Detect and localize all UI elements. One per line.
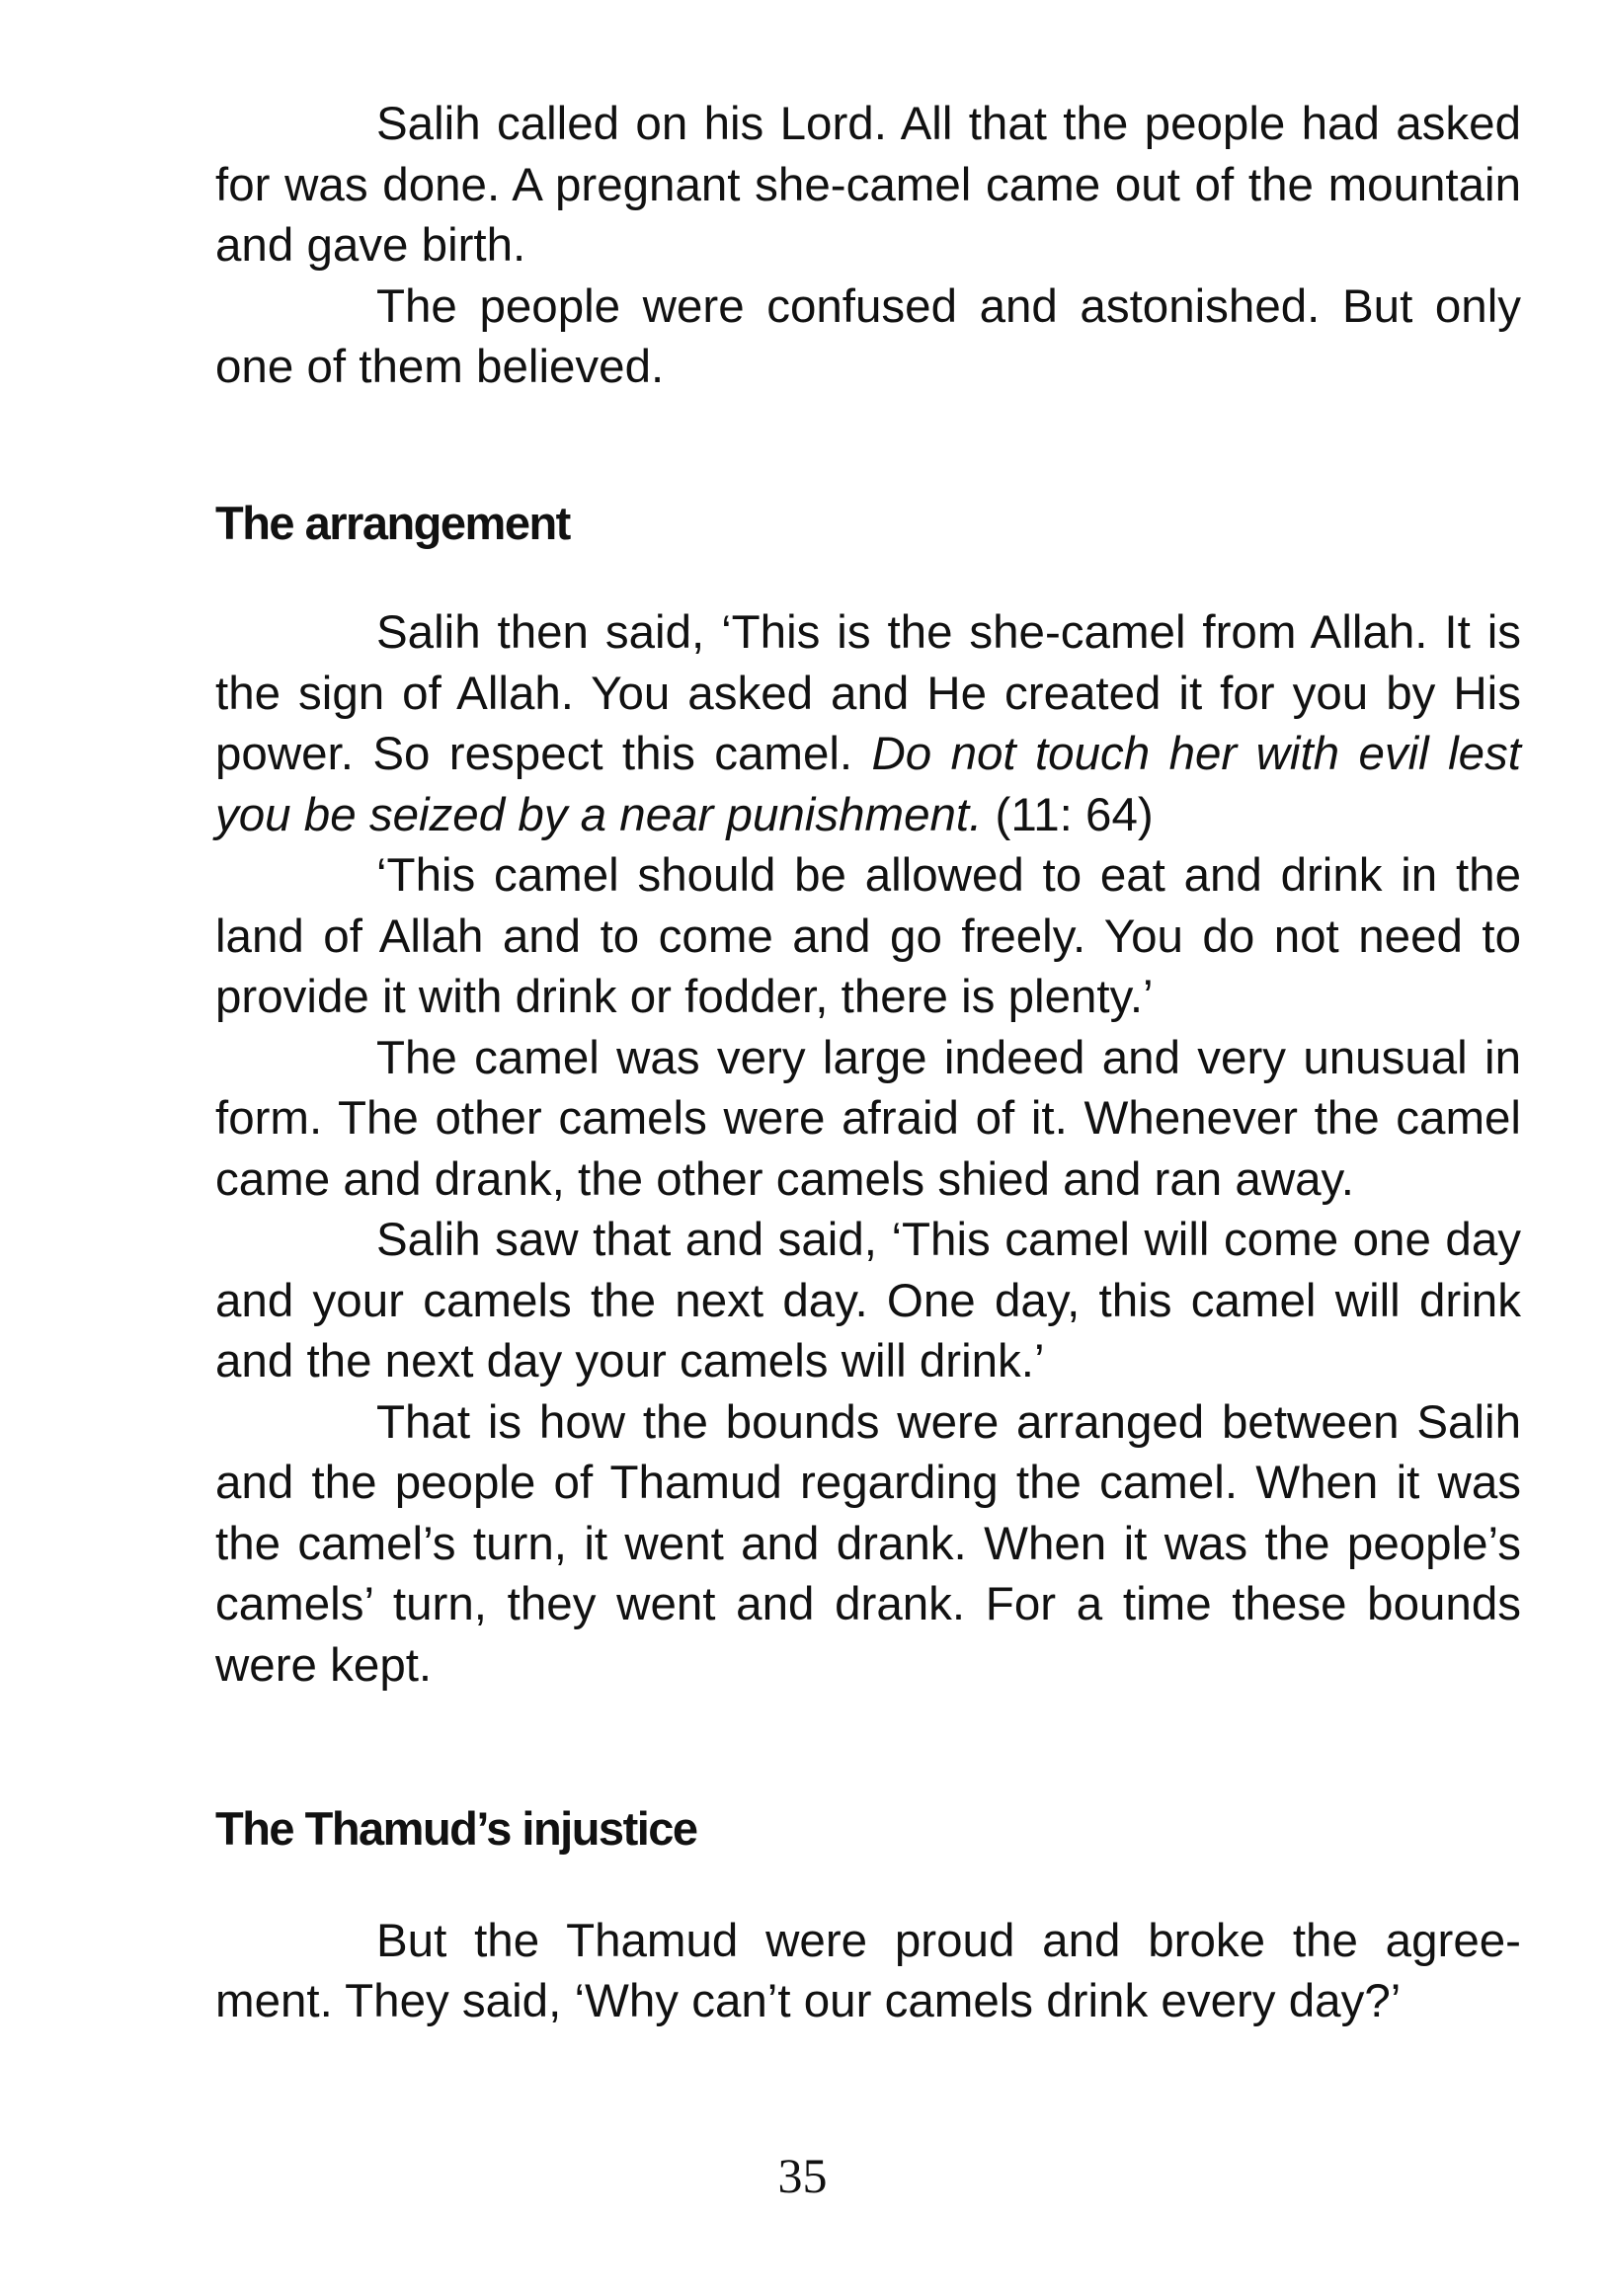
text-line: a time these bounds were kept.	[215, 1578, 1522, 1692]
text-line: it was the people’s camels’ turn, they went and drank. For	[215, 1517, 1521, 1630]
text-line: Salih and the people of Thamud regarding the camel.	[215, 1395, 1521, 1509]
text-line: the mountain and gave birth.	[215, 158, 1522, 272]
text-line: When it was the camel’s turn, it went and drank. When	[215, 1457, 1521, 1570]
paragraph-she-camel-sign	[215, 602, 1521, 845]
text-line: camel came and drank, the other camels shied and ran	[215, 1092, 1521, 1206]
text-line: in form. The other camels were afraid of it. Whenever the	[215, 1031, 1521, 1145]
text-line: Salih saw that and said, ‘This camel will come one	[376, 1214, 1431, 1266]
text-line: will drink and the next day your camels will drink.’	[215, 1274, 1521, 1387]
text-line: you by His power. So respect this camel.	[215, 667, 1521, 780]
text-line: away.	[1235, 1152, 1354, 1206]
section-heading-arrangement: The arrangement	[215, 496, 570, 549]
text-line: day and your camels the next day. One day, this camel	[215, 1214, 1521, 1327]
text-line: Salih then said, ‘This is the she-camel from Allah.	[376, 606, 1428, 659]
paragraph-eat-and-drink	[215, 845, 1521, 1028]
paragraph-salih-called	[215, 94, 1521, 277]
text-line: Salih called on his Lord. All that the people had	[376, 98, 1380, 150]
quran-reference: (11: 64)	[995, 788, 1154, 841]
text-line: ment. They said, ‘Why can’t our camels drink every day?’	[215, 1975, 1402, 2027]
text-line: The people were confused and astonished. But only	[376, 279, 1521, 333]
text-line: That is how the bounds were arranged between	[376, 1395, 1400, 1449]
paragraph-thamud-proud	[215, 1911, 1521, 2032]
page-number: 35	[777, 2148, 828, 2203]
text-line: It is the sign of Allah. You asked and He created it for	[215, 606, 1521, 720]
paragraph-people-confused	[215, 277, 1521, 398]
quran-quote: her with evil lest you be seized by a near punishment.	[215, 728, 1521, 841]
paragraph-bounds-arranged	[215, 1392, 1521, 1697]
body-text	[215, 94, 1521, 2032]
text-line: one of them believed.	[215, 341, 665, 393]
quran-quote: Do not touch	[871, 728, 1151, 780]
text-line: ‘This camel should be allowed to eat and drink in	[376, 849, 1438, 902]
text-line: the land of Allah and to come and go freely. You do not	[215, 849, 1521, 963]
section-heading-thamud-injustice: The Thamud’s injustice	[215, 1802, 697, 1855]
text-line: But the Thamud were proud and broke the agree-	[376, 1914, 1521, 1967]
text-line: The camel was very large indeed and very unusual	[376, 1031, 1468, 1084]
text-line: asked for was done. A pregnant she-camel came out of	[215, 98, 1521, 211]
paragraph-salih-saw	[215, 1210, 1521, 1392]
text-line: need to provide it with drink or fodder, there is plenty.’	[215, 910, 1521, 1023]
paragraph-camel-large	[215, 1028, 1521, 1211]
